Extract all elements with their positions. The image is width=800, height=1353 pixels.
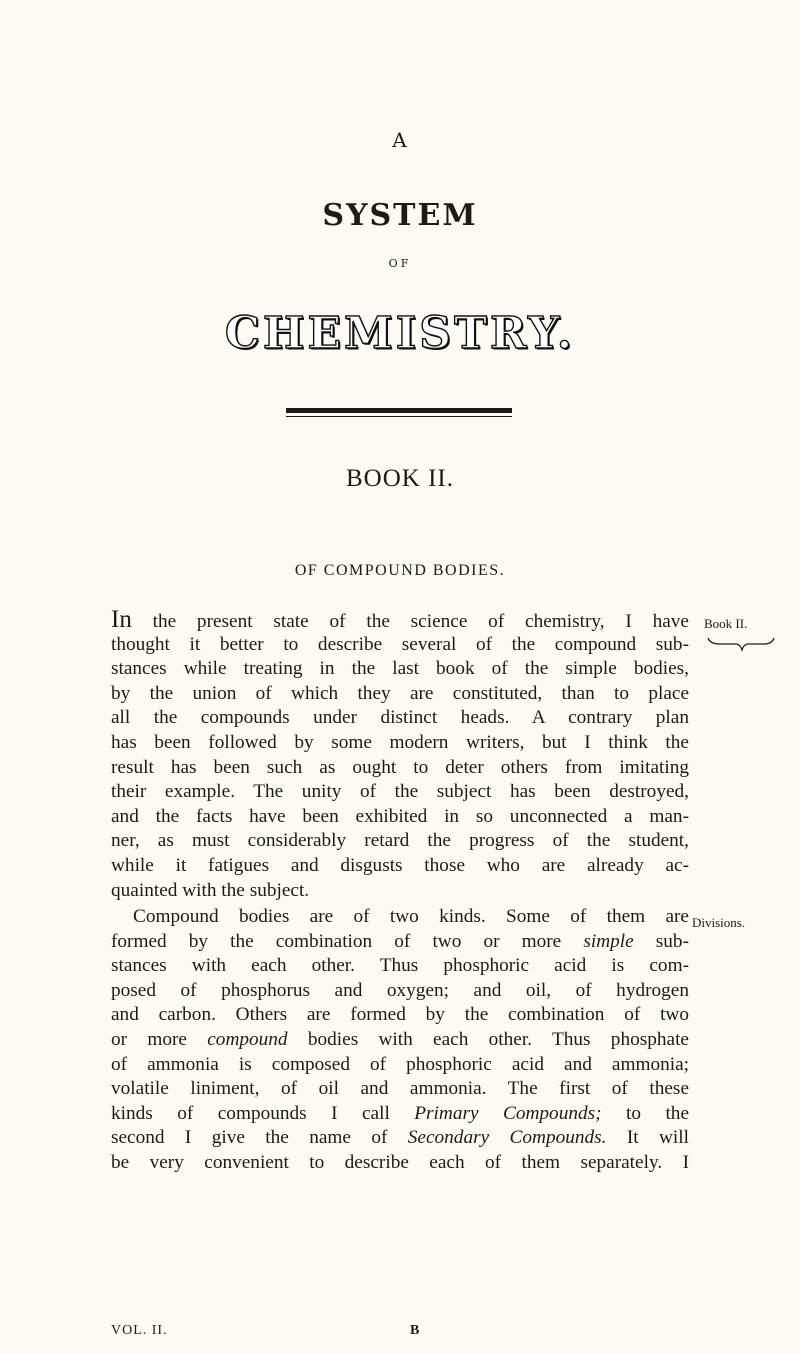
margin-note-book: Book II. — [704, 616, 748, 631]
margin-note-divisions: Divisions. — [692, 915, 746, 930]
text-line: or more compound bodies with each other. Thus phosphate — [111, 1028, 689, 1050]
text-line: and carbon. Others are formed by the combination of two — [111, 1004, 689, 1026]
text-line: ner, as must considerably retard the progress of the student, — [111, 830, 689, 852]
title-rule-thin — [286, 416, 512, 417]
section-heading: OF COMPOUND BODIES. — [294, 562, 506, 579]
text-line: has been followed by some modern writers, but I think the — [111, 731, 689, 753]
book-heading: BOOK II. — [346, 465, 454, 492]
margin-brace-icon — [706, 636, 776, 654]
text-line: all the compounds under distinct heads. A contrary plan — [111, 707, 689, 729]
text-line: while it fatigues and disgusts those who are already ac- — [111, 854, 689, 876]
footer-signature-mark: B — [410, 1323, 421, 1338]
text-line: posed of phosphorus and oxygen; and oil, of hydrogen — [111, 979, 689, 1001]
text-line: stances while treating in the last book of the simple bodies, — [111, 658, 689, 680]
text-line: quainted with the subject. — [111, 879, 310, 901]
text-line: kinds of compounds I call Primary Compounds; to the — [111, 1102, 690, 1124]
text-line: by the union of which they are constituted, than to place — [111, 682, 689, 704]
title-article: A — [392, 128, 408, 152]
text-line: thought it better to describe several of the compound sub- — [111, 633, 689, 655]
paragraph-intro — [111, 608, 689, 903]
footer-volume: VOL. II. — [111, 1323, 168, 1338]
drop-initial: In — [111, 606, 132, 633]
title-chemistry: CHEMISTRY. — [224, 308, 576, 359]
title-of: OF — [388, 257, 412, 270]
text-line: Compound bodies are of two kinds. Some of them are — [133, 906, 689, 927]
text-line: volatile liniment, of oil and ammonia. The first of these — [111, 1078, 689, 1100]
text-line: be very convenient to describe each of them separately. I — [111, 1151, 689, 1173]
text-line: and the facts have been exhibited in so unconnected a man- — [111, 805, 689, 827]
title-rule-thick — [286, 408, 512, 413]
paragraph-divisions — [111, 905, 689, 1176]
text-line: stances with each other. Thus phosphoric acid is com- — [111, 955, 689, 977]
text-line: of ammonia is composed of phosphoric acid and ammonia; — [111, 1053, 689, 1075]
text-line: their example. The unity of the subject has been destroyed, — [111, 781, 689, 803]
text-line: formed by the combination of two or more simple sub- — [111, 930, 689, 952]
text-line: second I give the name of Secondary Compounds. It will — [111, 1127, 690, 1149]
text-line: result has been such as ought to deter others from imitating — [111, 756, 689, 778]
text-line: In the present state of the science of chemistry, I have — [111, 606, 689, 633]
title-system: SYSTEM — [322, 198, 478, 233]
